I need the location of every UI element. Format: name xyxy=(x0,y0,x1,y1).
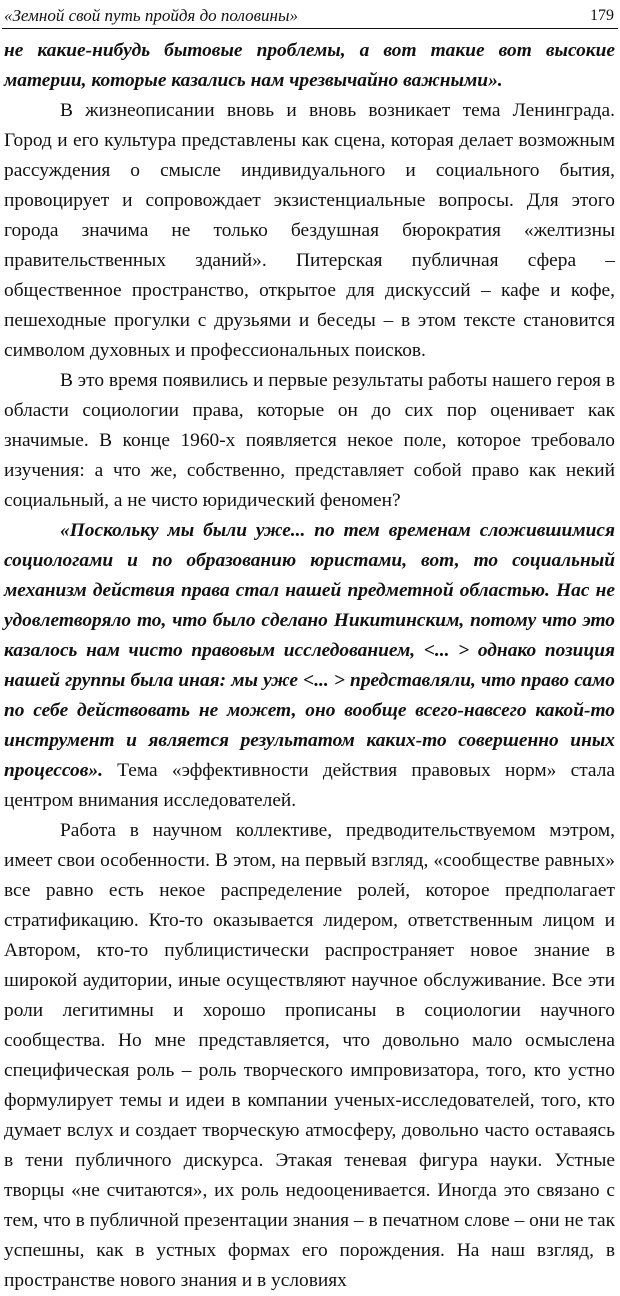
header-rule xyxy=(2,28,618,29)
body-text: В жизнеописании вновь и вновь возникает тема Ленинграда. Город и его культура представлены как сцена, которая делает возможным рассуждения о смысле индивидуального и социального бытия, провоцирует и сопровождает экзистенциальные вопросы. Для этого города значима не только бездушная бюрократия «желтизны правительственных зданий». Питерская публичная сфера – общественное пространство, открытое для дискуссий – кафе и кофе, пешеходные прогулки с друзьями и беседы – в этом тексте становится символом духовных и профессиональных поисков. xyxy=(4,100,615,361)
quote-text: «Поскольку мы были уже... по тем временам сложившимися социологами и по образованию юристами, вот, то социальный механизм действия права стал нашей предметной областью. Нас не удовлетворяло то, что было сделано Никитинским, потому что это казалось нам чисто правовым исследованием, <... > однако позиция нашей группы была иная: мы уже <... > представляли, что право само по себе действовать не может, оно вообще всего-навсего какой-то инструмент и является результатом каких-то совершенно иных процессов». xyxy=(4,520,615,781)
body-text: В это время появились и первые результаты работы нашего героя в области социологии права, которые он до сих пор оценивает как значимые. В конце 1960-х появляется некое поле, которое требовало изучения: а что же, собственно, представляет собой право как некий социальный, а не чисто юридический феномен? xyxy=(4,370,615,511)
page-body xyxy=(4,36,615,1296)
paragraph-2 xyxy=(4,96,615,366)
paragraph-1 xyxy=(4,36,615,96)
quote-text: не какие-нибудь бытовые проблемы, а вот такие вот высокие материи, которые казались нам чрезвычайно важными». xyxy=(4,40,615,91)
paragraph-4 xyxy=(4,516,615,816)
running-title: «Земной свой путь пройдя до половины» xyxy=(4,6,298,25)
body-text: Работа в научном коллективе, предводительствуемом мэтром, имеет свои особенности. В этом, на первый взгляд, «сообществе равных» все равно есть некое распределение ролей, которое предполагает стратификацию. Кто-то оказывается лидером, ответственным лицом и Автором, кто-то публицистически распространяет новое знание в широкой аудитории, иные осуществляют научное обслуживание. Все эти роли легитимны и хорошо прописаны в социологии научного сообщества. Но мне представляется, что довольно мало осмыслена специфическая роль – роль творческого импровизатора, того, кто устно формулирует темы и идеи в компании ученых-исследователей, того, кто думает вслух и создает творческую атмосферу, довольно часто оставаясь в тени публичного дискурса. Этакая теневая фигура науки. Устные творцы «не считаются», их роль недооценивается. Иногда это связано с тем, что в публичной презентации знания – в печатном слове – они не так успешны, как в устных формах его порождения. На наш взгляд, в пространстве нового знания и в условиях xyxy=(4,820,615,1291)
body-text: Тема «эффективности действия правовых норм» стала центром внимания исследователей. xyxy=(4,760,615,811)
running-header xyxy=(4,0,614,26)
paragraph-5 xyxy=(4,816,615,1296)
paragraph-3 xyxy=(4,366,615,516)
page-number: 179 xyxy=(590,7,614,24)
